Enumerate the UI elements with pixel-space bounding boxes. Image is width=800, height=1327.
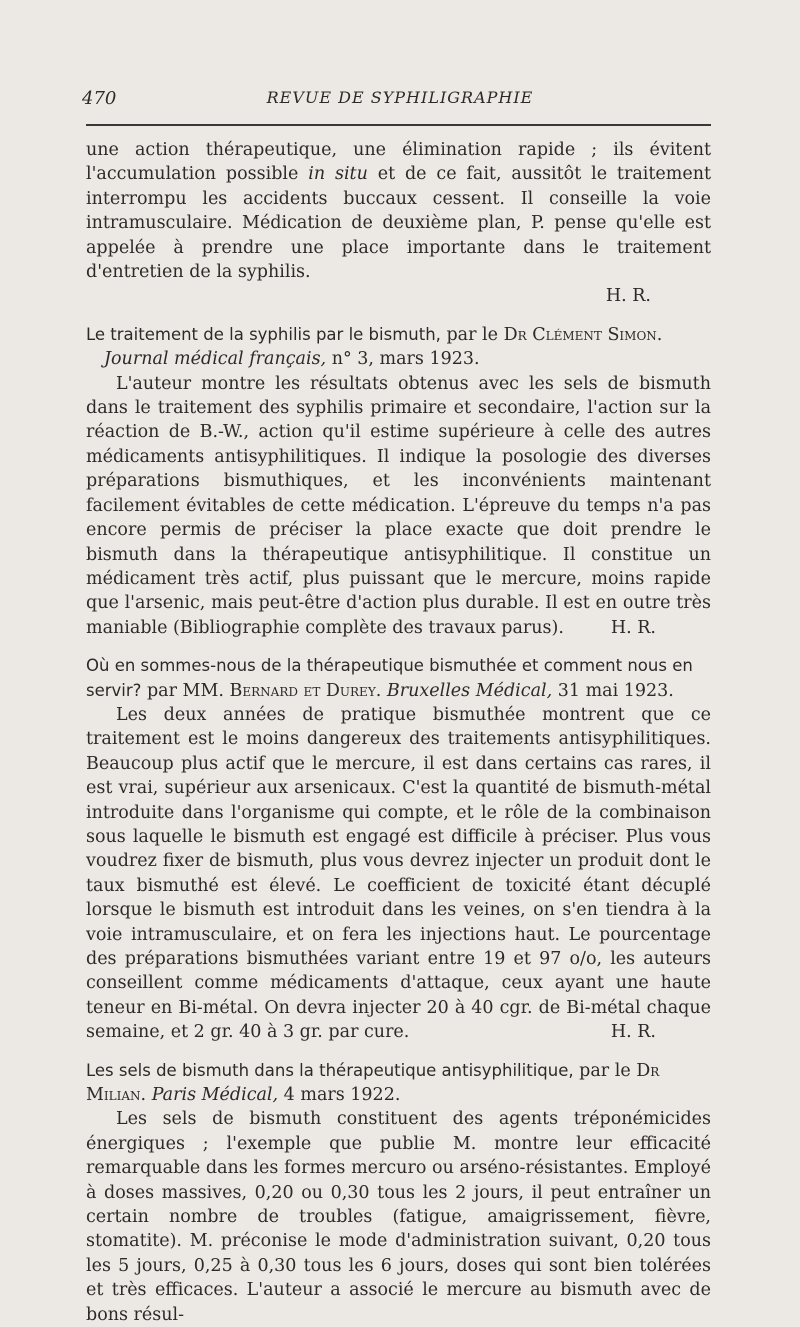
article-title: Le traitement de la syphilis par le bismuth,	[86, 324, 441, 344]
intro-signature: H. R.	[605, 286, 651, 307]
article-heading	[86, 654, 711, 703]
article-journal: Journal médical français,	[104, 349, 327, 370]
article-author: Bernard et Durey.	[229, 680, 382, 701]
intro-text: une action thérapeutique, une élimination rapide ; ils évitent l'accumulation possible	[86, 140, 711, 185]
article-signature: H. R.	[610, 617, 656, 638]
intro-paragraph	[86, 138, 711, 284]
article-text	[86, 703, 711, 1045]
page-number: 470	[82, 88, 117, 109]
article-ref: 4 mars 1922.	[278, 1085, 401, 1106]
running-title: REVUE DE SYPHILIGRAPHIE	[266, 88, 534, 107]
article-journal: Paris Médical,	[151, 1085, 279, 1106]
article-body: Les sels de bismuth constituent des agents tréponémicides énergiques ; l'exemple que publie M. montre leur efficacité remarquable dans les formes mercuro ou arséno-résistantes. Employé à doses massives, 0,20 ou 0,30 tous les 2 jours, il peut entraîner un certain nombre de troubles (fatigue, amaigrissement, fièvre, stomatite). M. préconise le mode d'administration suivant, 0,20 tous les 5 jours, 0,25 à 0,30 tous les 6 jours, doses qui sont bien tolérées et très efficaces. L'auteur a associé le mercure au bismuth avec de bons résul-	[86, 1109, 711, 1325]
article-title: Où en sommes-nous de la thérapeutique bismuthée et comment nous en servir?	[86, 656, 693, 700]
header-rule	[86, 124, 711, 126]
article-body: L'auteur montre les résultats obtenus avec les sels de bismuth dans le traitement des syphilis primaire et secondaire, l'action sur la réaction de B.-W., action qu'il estime supérieure à celle des autres médicaments antisyphilitiques. Il indique la posologie des diverses préparations bismuthiques, et les inconvénients maintenant facilement évitables de cette médication. L'épreuve du temps n'a pas encore permis de préciser la place exacte que doit prendre le bismuth dans la thérapeutique antisyphilitique. Il constitue un médicament très actif, plus puissant que le mercure, moins rapide que l'arsenic, mais peut-être d'action plus durable. Il est en outre très maniable (Bibliographie complète des travaux parus).	[86, 373, 711, 638]
article-text	[86, 372, 711, 640]
article-body: Les deux années de pratique bismuthée montrent que ce traitement est le moins dangereux des traitements antisyphilitiques. Beaucoup plus actif que le mercure, il est dans certains cas rares, il est vrai, supérieur aux arsenicaux. C'est la quantité de bismuth-métal introduite dans l'organisme qui compte, et le rôle de la combinaison sous laquelle le bismuth est engagé est difficile à préciser. Plus vous voudrez fixer de bismuth, plus vous devrez injecter un produit dont le taux bismuthé est élevé. Le coefficient de toxicité étant décuplé lorsque le bismuth est introduit dans les veines, on s'en tiendra à la voie intramusculaire, et on fera les injections haut. Le pourcentage des préparations bismuthées variant entre 19 et 97 o/o, les auteurs conseillent comme médicaments d'attaque, ceux ayant une haute teneur en Bi-métal. On devra injecter 20 à 40 cgr. de Bi-métal chaque semaine, et 2 gr. 40 à 3 gr. par cure.	[86, 704, 711, 1043]
article-journal: Bruxelles Médical,	[386, 680, 553, 701]
article-heading	[86, 323, 711, 372]
intro-text-end: et de ce fait, aussitôt le traitement interrompu les accidents buccaux cessent. Il conseille la voie intramusculaire. Médication de deuxième plan, P. pense qu'elle est appelée à prendre une place importante dans le traitement d'entretien de la syphilis.	[86, 164, 712, 283]
article-by: par le	[440, 324, 504, 345]
article-text	[86, 1107, 711, 1327]
article-author: Dr Clément Simon.	[503, 324, 663, 345]
page-body	[86, 138, 711, 1327]
intro-italic: in situ	[308, 164, 368, 185]
article-by: par MM.	[141, 680, 230, 701]
page-header	[82, 88, 718, 118]
article-ref: 31 mai 1923.	[552, 680, 674, 701]
article-by: par le	[573, 1060, 637, 1081]
article-heading	[86, 1059, 711, 1108]
article-ref: n° 3, mars 1923.	[326, 349, 480, 370]
article-author: Dr Milian.	[86, 1060, 660, 1106]
article-signature: H. R.	[610, 1022, 656, 1043]
article-title: Les sels de bismuth dans la thérapeutique antisyphilitique,	[86, 1060, 574, 1080]
